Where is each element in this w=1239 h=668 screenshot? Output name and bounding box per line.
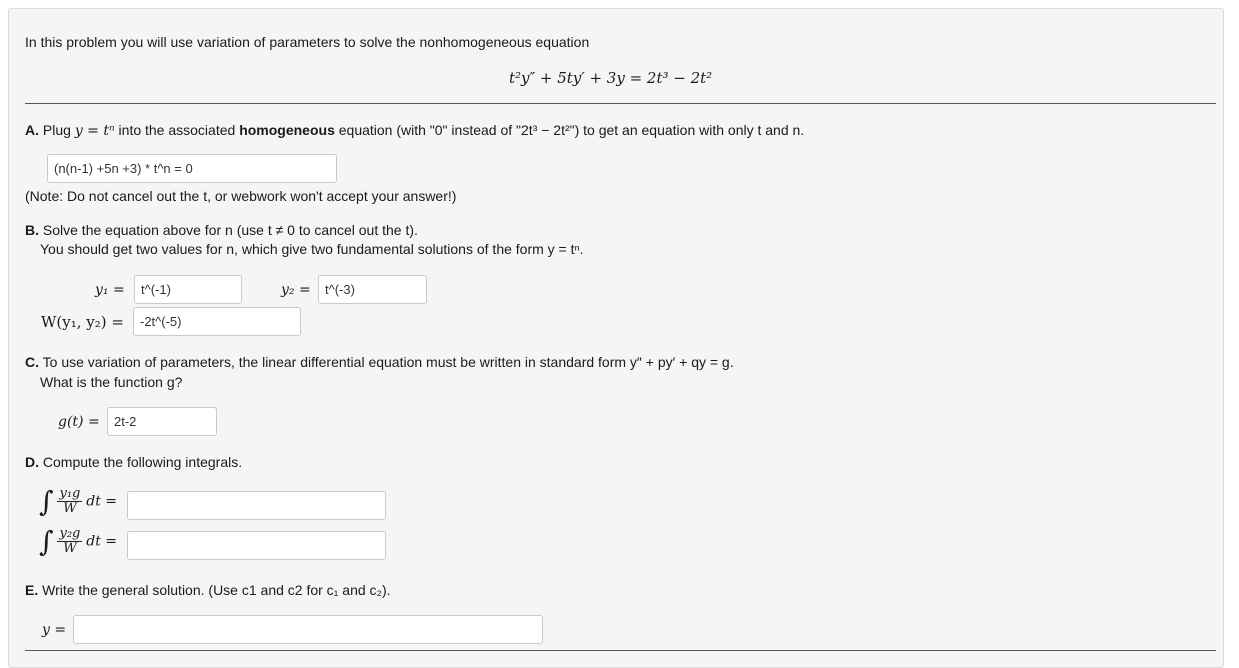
integral-sign-icon: ∫ [39, 525, 54, 558]
part-c-line2: What is the function g? [40, 374, 183, 390]
intro-equation: t²y″ + 5ty′ + 3y = 2t³ − 2t² [509, 69, 713, 87]
part-b-line1-text: Solve the equation above for n (use t ≠ 0 to cancel out the t). [42, 222, 418, 238]
integral-1-label [39, 485, 117, 518]
integral-1-fraction [57, 487, 82, 516]
integral-2-label [39, 525, 117, 558]
wronskian-label: W(y₁, y₂) = [41, 313, 124, 331]
y1-input[interactable]: t^(-1) [134, 275, 242, 304]
integral-1-dt: dt = [86, 493, 118, 510]
integral-1-input[interactable] [127, 491, 386, 520]
y2-label: y₂ = [281, 282, 311, 298]
part-a-letter: A. [25, 122, 39, 138]
divider-bottom [25, 650, 1216, 651]
part-d-text: Compute the following integrals. [42, 454, 243, 470]
g-input[interactable]: 2t-2 [107, 407, 217, 436]
y1-label: y₁ = [95, 282, 125, 298]
integral-2-denominator: W [63, 541, 77, 556]
part-b-line1 [25, 222, 418, 238]
part-e-text: Write the general solution. (Use c1 and c2 for c₁ and c₂). [42, 582, 391, 598]
integral-1-numerator: y₁g [59, 486, 81, 501]
part-a-text-before: Plug [42, 122, 71, 138]
integral-2-fraction [57, 527, 82, 556]
part-a-bold: homogeneous [239, 122, 335, 138]
intro-text: In this problem you will use variation of parameters to solve the nonhomogeneous equation [25, 34, 590, 50]
y-general-label: y = [42, 622, 67, 638]
part-a-answer-input[interactable]: (n(n-1) +5n +3) * t^n = 0 [47, 154, 337, 183]
problem-panel [8, 8, 1224, 668]
wronskian-input[interactable]: -2t^(-5) [133, 307, 301, 336]
part-e-letter: E. [25, 582, 39, 598]
part-d-prompt [25, 454, 242, 470]
part-a-text-mid: into the associated [118, 122, 236, 138]
part-e-prompt [25, 582, 391, 598]
part-d-letter: D. [25, 454, 39, 470]
general-solution-input[interactable] [73, 615, 543, 644]
integral-2-numerator: y₂g [59, 526, 81, 541]
part-b-letter: B. [25, 222, 39, 238]
part-b-line2: You should get two values for n, which give two fundamental solutions of the form y = tⁿ. [40, 241, 584, 257]
integral-sign-icon: ∫ [39, 485, 54, 518]
part-a-prompt [25, 122, 804, 139]
part-a-note: (Note: Do not cancel out the t, or webwork won't accept your answer!) [25, 188, 457, 204]
integral-2-dt: dt = [86, 533, 118, 550]
g-label: g(t) = [58, 414, 100, 430]
divider-top [25, 103, 1216, 104]
y2-input[interactable]: t^(-3) [318, 275, 427, 304]
part-c-line1 [25, 354, 734, 370]
part-c-line1-text: To use variation of parameters, the linear differential equation must be written in standard form y″ + py′ + qy = g. [42, 354, 734, 370]
integral-2-input[interactable] [127, 531, 386, 560]
part-c-letter: C. [25, 354, 39, 370]
integral-1-denominator: W [63, 501, 77, 516]
part-a-text-after: equation (with "0" instead of "2t³ − 2t²") to get an equation with only t and n. [338, 122, 805, 138]
part-a-math: y = tⁿ [74, 123, 115, 139]
